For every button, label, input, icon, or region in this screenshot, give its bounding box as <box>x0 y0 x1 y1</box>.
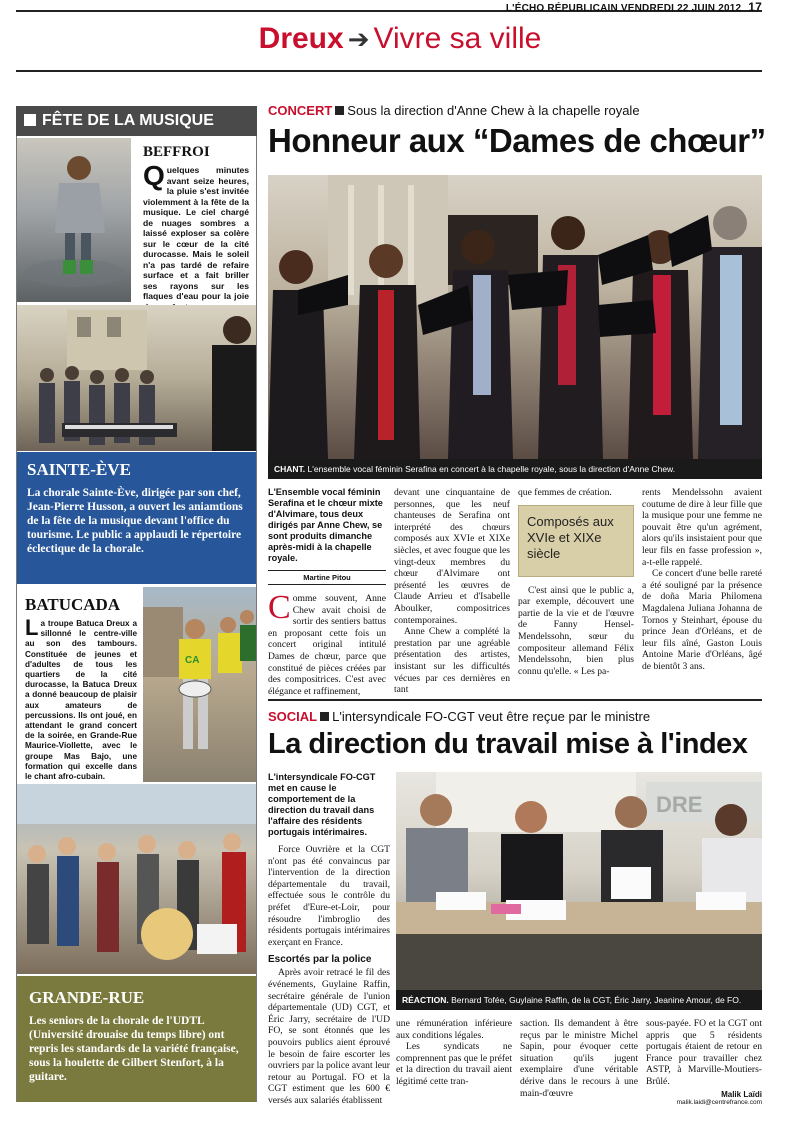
concert-col-4 <box>642 487 762 673</box>
shirt-text: CA <box>185 655 200 666</box>
batucada-dropcap: L <box>25 615 39 640</box>
social-subhead: Escortés par la police <box>268 954 372 966</box>
folio <box>506 0 762 14</box>
page-number: 17 <box>748 0 762 14</box>
city-name: Dreux <box>258 22 344 55</box>
grande-rue-photo <box>17 784 256 974</box>
social-text-6: sous-payée. FO et la CGT ont appris que 5 résidents portugais étaient de retour en France pour travailler chez ASTP, à Marville-Moutiers-Brûlé. <box>646 1018 762 1087</box>
batucada-text: La troupe Batuca Dreux a sillonné le centre-ville au son des tambours. Constituée de jeunes et d'adultes de tous les quartiers de la cité durocasse, la Batuca Dreux a donné beaucoup de plaisir aux amateurs de percussions. Ils ont joué, en attendant le grand concert de la soirée, en Grande-Rue Maurice-Viollette, avec le groupe Mas Bajo, une formation qui excelle dans le chant afro-cubain. <box>25 615 137 782</box>
batucada-photo <box>143 587 256 782</box>
sainte-eve-photo <box>17 305 256 451</box>
social-col-2 <box>396 1018 512 1088</box>
grande-rue-box <box>17 976 256 1102</box>
crowd-illustration <box>17 784 256 974</box>
header-rule <box>16 70 762 72</box>
arrow-icon: ➔ <box>347 24 370 54</box>
sainte-eve-text: La chorale Sainte-Ève, dirigée par son chef, Jean-Pierre Husson, a ouvert les aniamtions de la fête de la musique devant l'office du tourisme. Le public a applaudi le répertoire éclectique de la chorale. <box>27 487 243 555</box>
sidebar-title: FÊTE DE LA MUSIQUE <box>16 106 257 136</box>
social-text-5: saction. Ils demandent à être reçus par le ministre Michel Sapin, pour évoquer cette situation qu'ils jugent exemplaire d'une véritable dérive dans le recours à une main-d'œuvre <box>520 1018 638 1099</box>
social-text-4: Les syndicats ne comprennent pas que le préfet et la direction du travail aient légitimé cette tran- <box>396 1041 512 1087</box>
square-icon <box>320 712 329 721</box>
concert-text-4b: Ce concert d'une belle rareté a été souligné par la présence de doña Maria Philomena Magdalena Juliana Johanna de Tornos y Steinhart, épouse du prince Jean d'Orléans, et de leur fils aîné, Gaston Louis Antoine Marie d'Orléans, âgé de bientôt 3 ans. <box>642 568 762 672</box>
concert-dropcap: C <box>268 589 291 626</box>
social-caption-label: RÉACTION. <box>402 995 449 1005</box>
batucada-title: BATUCADA <box>25 595 121 614</box>
wall-sign: DRE <box>656 792 703 817</box>
concert-photo <box>268 175 762 459</box>
concert-col-2 <box>394 487 510 696</box>
pull-quote <box>518 505 634 577</box>
social-photo <box>396 772 762 990</box>
beffroi-photo <box>17 138 131 302</box>
drummer-illustration <box>143 587 256 782</box>
concert-text-4a: rents Mendelssohn avaient coutume de dire à leur fille que la musique pour une femme ne pouvait être qu'un agrément, alors qu'ils insistaient pour que leur fils en fasse profession », a-t-elle rappelé. <box>642 487 762 568</box>
square-icon <box>24 114 36 126</box>
choir-illustration <box>17 305 256 451</box>
social-caption: RÉACTION. Bernard Tofée, Guylaine Raffin, de la CGT, Éric Jarry, Jeanine Amour, de FO. <box>396 990 762 1010</box>
section-name: Vivre sa ville <box>373 22 542 55</box>
paper-name: L'ÉCHO RÉPUBLICAIN <box>505 3 618 14</box>
concert-text-3a: que femmes de création. <box>518 487 612 498</box>
social-lead: L'intersyndicale FO-CGT met en cause le comportement de la direction du travail dans l'affaire des résidents portugais intérimaires. <box>268 772 376 837</box>
child-illustration <box>17 138 131 302</box>
social-kicker <box>268 709 762 724</box>
concert-text-3b: C'est ainsi que le public a, par exemple, découvert une partie de la vie et de l'œuvre de Fanny Hensel-Mendelssohn, sœur du compositeur allemand Félix Mendelssohn, bien plus connu qu'elle. « Les pa- <box>518 584 634 677</box>
concert-kicker-label: CONCERT <box>268 103 333 118</box>
beffroi-dropcap: Q <box>143 160 165 191</box>
grande-rue-text: Les seniors de la chorale de l'UDTL (Université drouaise du temps libre) ont repris les standards de la variété française, sous la houlette de Gilbert Stenfort, à la guitare. <box>29 1015 239 1083</box>
concert-col-1 <box>268 487 386 697</box>
batucada-box <box>17 587 141 782</box>
beffroi-text: Quelques minutes avant seize heures, la pluie s'est invitée violemment à la fête de la musique. Le ciel chargé de nuages sombres a laissé exploser sa colère sur le cœur de la cité durocasse. Mais le soleil n'a pas tardé de refaire surface et a fait briller ses rayons sur les flaques d'eau pour la joie <box>143 165 249 327</box>
grande-rue-title: GRANDE-RUE <box>29 988 145 1007</box>
concert-text-1: Comme souvent, Anne Chew avait choisi de sortir des sentiers battus en proposant cette fois un concert original intitulé Dames de chœur, parce que constitué de pièces créées par des compositrices. C'est avec élégance et raffinement, <box>268 589 386 697</box>
meeting-illustration <box>396 772 762 990</box>
beffroi-title: BEFFROI <box>143 144 210 160</box>
pull-quote-text: Composés aux XVIe et XIXe siècle <box>527 513 614 561</box>
social-kicker-label: SOCIAL <box>268 709 318 724</box>
social-text-2: Après avoir retracé le fil des événements, Guylaine Raffin, secrétaire générale de l'union départementale (UD) CGT, et Éric Jarry, secrétaire de l'UD FO, se sont étonnés que les pouvoirs publics aient éprouvé le besoin de faire escorter les ouvriers par la police avant leur retour au Portugal. FO et la CGT estiment que les 600 € versés aux salariés établissent <box>268 967 390 1106</box>
concert-byline: Martine Pitou <box>268 570 386 585</box>
social-col-3 <box>520 1018 638 1099</box>
sainte-eve-title: SAINTE-ÈVE <box>27 460 131 479</box>
concert-text-2b: Anne Chew a complété la prestation par une agréable présentation des artistes, insistant sur les difficultés vécues par ces dernières en tant <box>394 626 510 696</box>
social-col-4 <box>646 1018 762 1106</box>
social-kicker-text: L'intersyndicale FO-CGT veut être reçue par le ministre <box>332 709 651 724</box>
social-col-1 <box>268 772 390 1106</box>
concert-col-3 <box>518 487 634 677</box>
singers-illustration <box>268 175 762 459</box>
sainte-eve-box <box>17 452 256 584</box>
author-email: malik.laidi@centrefrance.com <box>676 1098 762 1106</box>
concert-caption-label: CHANT. <box>274 464 306 474</box>
social-headline: La direction du travail mise à l'index <box>268 728 748 760</box>
square-icon <box>335 106 344 115</box>
article-separator <box>268 699 762 701</box>
concert-caption: CHANT. L'ensemble vocal féminin Serafina en concert à la chapelle royale, sous la direction d'Anne Chew. <box>268 459 762 479</box>
social-text-3: une rémunération inférieure aux conditions légales. <box>396 1018 512 1041</box>
social-text-1: Force Ouvrière et la CGT n'ont pas été convaincus par l'intervention de la direction départementale du travail, effectuée sous le contrôle du préfet d'Eure-et-Loir, pour résoudre l'imbroglio des résidents portugais intérimaires exerçant en France. <box>268 844 390 948</box>
beffroi-box <box>133 138 255 302</box>
concert-kicker <box>268 103 762 118</box>
concert-lead: L'Ensemble vocal féminin Serafina et le chœur mixte d'Alvimare, tous deux dirigés par Anne Chew, se sont produits dimanche après-midi à la chapelle royale. <box>268 487 383 563</box>
concert-kicker-text: Sous la direction d'Anne Chew à la chapelle royale <box>347 103 640 118</box>
issue-date: VENDREDI 22 JUIN 2012 <box>620 3 742 14</box>
section-header <box>0 22 800 56</box>
concert-text-2a: devant une cinquantaine de personnes, que les neuf chanteuses de Serafina ont interprété des chœurs composés aux XVIe et XIXe siècles, et avec fougue que les vingt-deux membres du chœur d'Alvimare ont présenté les œuvres de Claude Arrieu et d'Isabelle Aboulker, compositrices contemporaines. <box>394 487 510 626</box>
author: Malik Laïdi <box>721 1089 762 1099</box>
concert-headline: Honneur aux “Dames de chœur” <box>268 122 766 159</box>
